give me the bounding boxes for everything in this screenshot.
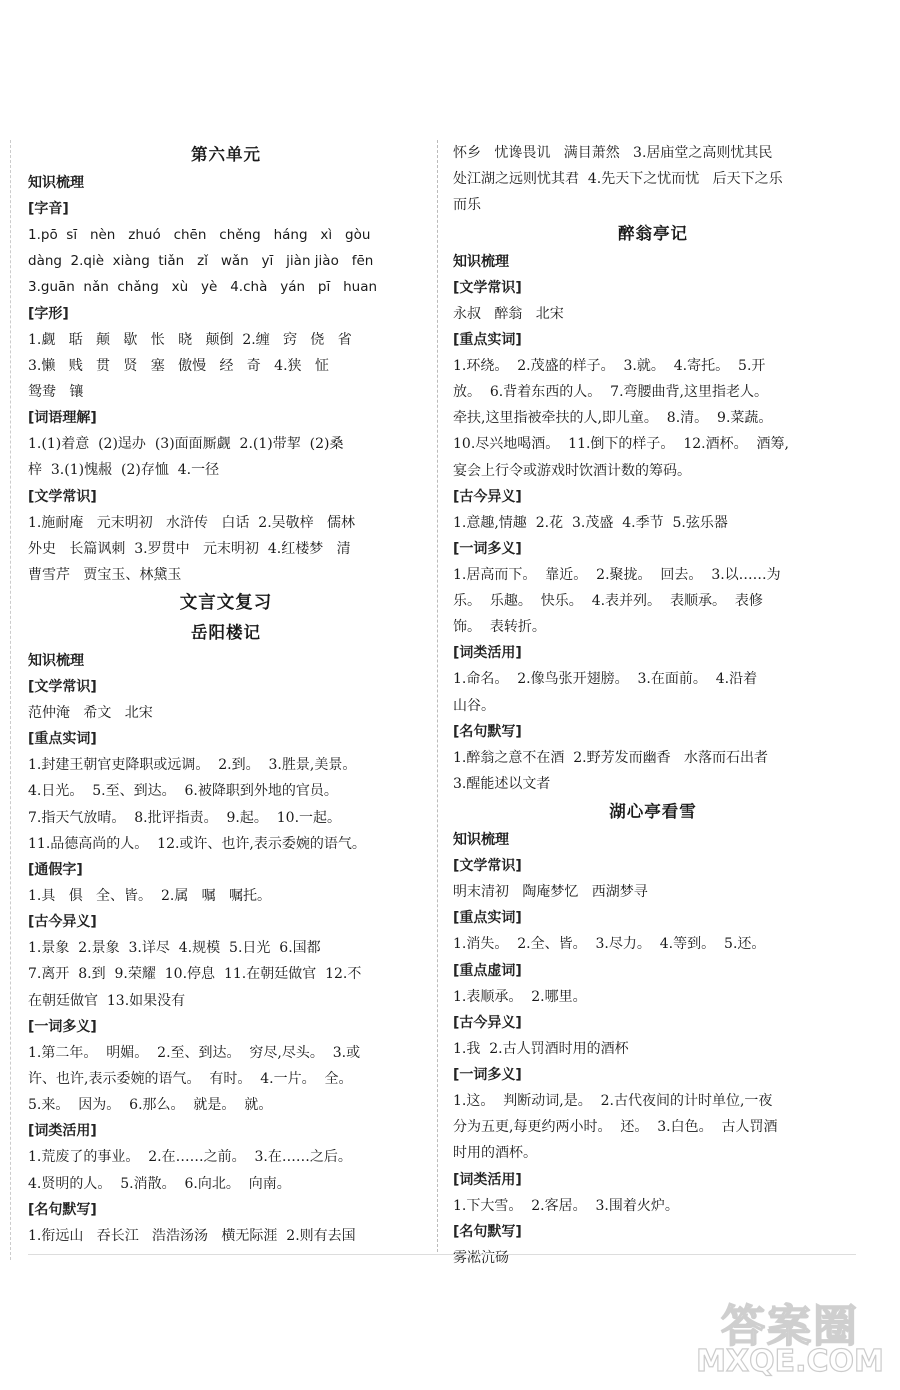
text-line: 怀乡 忧谗畏讥 满目萧然 3.居庙堂之高则忧其民	[453, 145, 773, 161]
text-line: 处江湖之远则忧其君 4.先天下之忧而忧 后天下之乐	[453, 171, 783, 188]
label-mingju: [名句默写]	[28, 1201, 97, 1218]
label-wenxue: [文学常识]	[28, 679, 97, 696]
right-column	[453, 140, 853, 1271]
column-divider	[437, 140, 438, 1252]
label-xuci: [重点虚词]	[453, 962, 522, 979]
text-line: 3.guān nǎn chǎng xù yè 4.chà yán pī huan	[28, 279, 378, 296]
text-line: 曹雪芹 贾宝玉、林黛玉	[28, 566, 182, 583]
text-line: 在朝廷做官 13.如果没有	[28, 992, 186, 1009]
text-line: 1.表顺承。 2.哪里。	[453, 988, 587, 1005]
text-line: 7.指天气放晴。 8.批评指责。 9.起。 10.一起。	[28, 809, 342, 826]
text-line: 1.命名。 2.像鸟张开翅膀。 3.在面前。 4.沿着	[453, 671, 758, 688]
text-line: 3.醒能述以文者	[453, 776, 551, 792]
text-line: dàng 2.qiè xiàng tiǎn zǐ wǎn yī jiàn jiào fēn	[28, 253, 374, 270]
text-line: 乐。 乐趣。 快乐。 4.表并列。 表顺承。 表修	[453, 593, 763, 610]
text-line: 4.贤明的人。 5.消散。 6.向北。 向南。	[28, 1175, 291, 1192]
text-line: 饰。 表转折。	[453, 619, 546, 636]
section-heading: 知识梳理	[28, 175, 84, 191]
label-mingju: [名句默写]	[453, 1223, 522, 1240]
text-line: 时用的酒杯。	[453, 1145, 537, 1162]
label-yici: [一词多义]	[453, 540, 522, 557]
text-line: 1.环绕。 2.茂盛的样子。 3.就。 4.寄托。 5.开	[453, 357, 766, 374]
text-line: 1.我 2.古人罚酒时用的酒杯	[453, 1040, 629, 1057]
section-heading: 知识梳理	[453, 832, 509, 849]
label-cilei: [词类活用]	[453, 645, 522, 662]
review-title: 文言文复习	[179, 593, 273, 614]
text-line: 1.醉翁之意不在酒 2.野芳发而幽香 水落而石出者	[453, 749, 768, 766]
label-ziyin: [字音]	[28, 201, 69, 217]
label-wenxue: [文学常识]	[453, 279, 522, 296]
text-line: 许、也许,表示委婉的语气。 有时。 4.一片。 全。	[28, 1070, 353, 1087]
text-line: 10.尽兴地喝酒。 11.倒下的样子。 12.酒杯。 酒筹,	[453, 436, 789, 453]
label-ciyu: [词语理解]	[28, 410, 97, 427]
text-line: 明末清初 陶庵梦忆 西湖梦寻	[453, 884, 648, 901]
text-line: 1.下大雪。 2.客居。 3.围着火炉。	[453, 1197, 679, 1214]
text-line: 分为五更,每更约两小时。 还。 3.白色。 古人罚酒	[453, 1119, 778, 1136]
text-line: 1.居高而下。 靠近。 2.聚拢。 回去。 3.以……为	[453, 566, 781, 583]
section-heading: 知识梳理	[453, 253, 509, 270]
text-line: 鸳鸯 镶	[28, 383, 84, 400]
watermark-sub: MXQE.COM	[696, 1344, 884, 1379]
label-yici: [一词多义]	[28, 1018, 97, 1035]
label-yici: [一词多义]	[453, 1066, 522, 1083]
label-wenxue: [文学常识]	[28, 488, 97, 505]
text-line: 4.日光。 5.至、到达。 6.被降职到外地的官员。	[28, 783, 338, 800]
text-line: 1.这。 判断动词,是。 2.古代夜间的计时单位,一夜	[453, 1092, 773, 1109]
text-line: 1.衔远山 吞长江 浩浩汤汤 横无际涯 2.则有去国	[28, 1227, 356, 1244]
text-line: 1.施耐庵 元末明初 水浒传 白话 2.吴敬梓 儒林	[28, 514, 356, 531]
unit-title: 第六单元	[191, 145, 261, 164]
text-line: 1.觑 聒 颠 歇 怅 晓 颠倒 2.缠 窍 侥 省	[28, 331, 352, 348]
text-line: 1.消失。 2.全、皆。 3.尽力。 4.等到。 5.还。	[453, 936, 766, 953]
text-line: 5.来。 因为。 6.那么。 就是。 就。	[28, 1097, 273, 1114]
text-line: 雾凇沆砀	[453, 1249, 509, 1266]
text-line: 3.懒 贱 贯 贤 塞 傲慢 经 奇 4.狭 怔	[28, 357, 329, 374]
label-shici: [重点实词]	[453, 331, 522, 348]
label-cilei: [词类活用]	[28, 1123, 97, 1140]
text-line: 放。 6.背着东西的人。 7.弯腰曲背,这里指老人。	[453, 383, 768, 400]
lesson-title-yueyang: 岳阳楼记	[191, 623, 261, 643]
section-heading: 知识梳理	[28, 653, 84, 670]
text-line: 而乐	[453, 197, 481, 214]
lesson-title-zuiweng: 醉翁亭记	[618, 223, 688, 243]
label-zixing: [字形]	[28, 305, 69, 322]
text-line: 宴会上行令或游戏时饮酒计数的筹码。	[453, 462, 691, 479]
text-line: 1.景象 2.景象 3.详尽 4.规模 5.日光 6.国都	[28, 940, 321, 957]
label-gujin: [古今异义]	[453, 488, 522, 505]
text-line: 牵扶,这里指被牵扶的人,即儿童。 8.清。 9.菜蔬。	[453, 410, 773, 427]
text-line: 1.第二年。 明媚。 2.至、到达。 穷尽,尽头。 3.或	[28, 1044, 361, 1061]
text-line: 1.(1)着意 (2)逞办 (3)面面厮觑 2.(1)带挈 (2)桑	[28, 436, 344, 453]
text-line: 1.pō sī nèn zhuó chēn chěng háng xì gòu	[28, 227, 371, 243]
watermark-main: 答案圈	[721, 1301, 859, 1352]
label-cilei: [词类活用]	[453, 1171, 522, 1188]
text-line: 1.具 俱 全、皆。 2.属 嘱 嘱托。	[28, 888, 272, 904]
label-shici: [重点实词]	[453, 910, 522, 927]
left-margin-rule	[10, 140, 11, 1260]
label-tongjia: [通假字]	[28, 862, 83, 878]
text-line: 1.荒废了的事业。 2.在……之前。 3.在……之后。	[28, 1149, 352, 1166]
lesson-title-huxin: 湖心亭看雪	[609, 802, 697, 822]
text-line: 11.品德高尚的人。 12.或许、也许,表示委婉的语气。	[28, 835, 366, 852]
label-mingju: [名句默写]	[453, 723, 522, 740]
label-shici: [重点实词]	[28, 731, 97, 748]
text-line: 1.意趣,情趣 2.花 3.茂盛 4.季节 5.弦乐器	[453, 514, 728, 531]
label-wenxue: [文学常识]	[453, 858, 522, 875]
left-column	[28, 140, 424, 1249]
bottom-rule	[28, 1254, 856, 1255]
text-line: 1.封建王朝官吏降职或远调。 2.到。 3.胜景,美景。	[28, 757, 357, 774]
text-line: 外史 长篇讽刺 3.罗贯中 元末明初 4.红楼梦 清	[28, 540, 351, 557]
watermark	[690, 1286, 890, 1386]
text-line: 7.离开 8.到 9.荣耀 10.停息 11.在朝廷做官 12.不	[28, 966, 362, 983]
text-line: 山谷。	[453, 697, 495, 714]
text-line: 范仲淹 希文 北宋	[28, 705, 153, 722]
text-line: 永叔 醉翁 北宋	[453, 305, 564, 322]
label-gujin: [古今异义]	[453, 1014, 522, 1031]
text-line: 梓 3.(1)愧赧 (2)存恤 4.一径	[28, 462, 220, 479]
label-gujin: [古今异义]	[28, 914, 97, 931]
